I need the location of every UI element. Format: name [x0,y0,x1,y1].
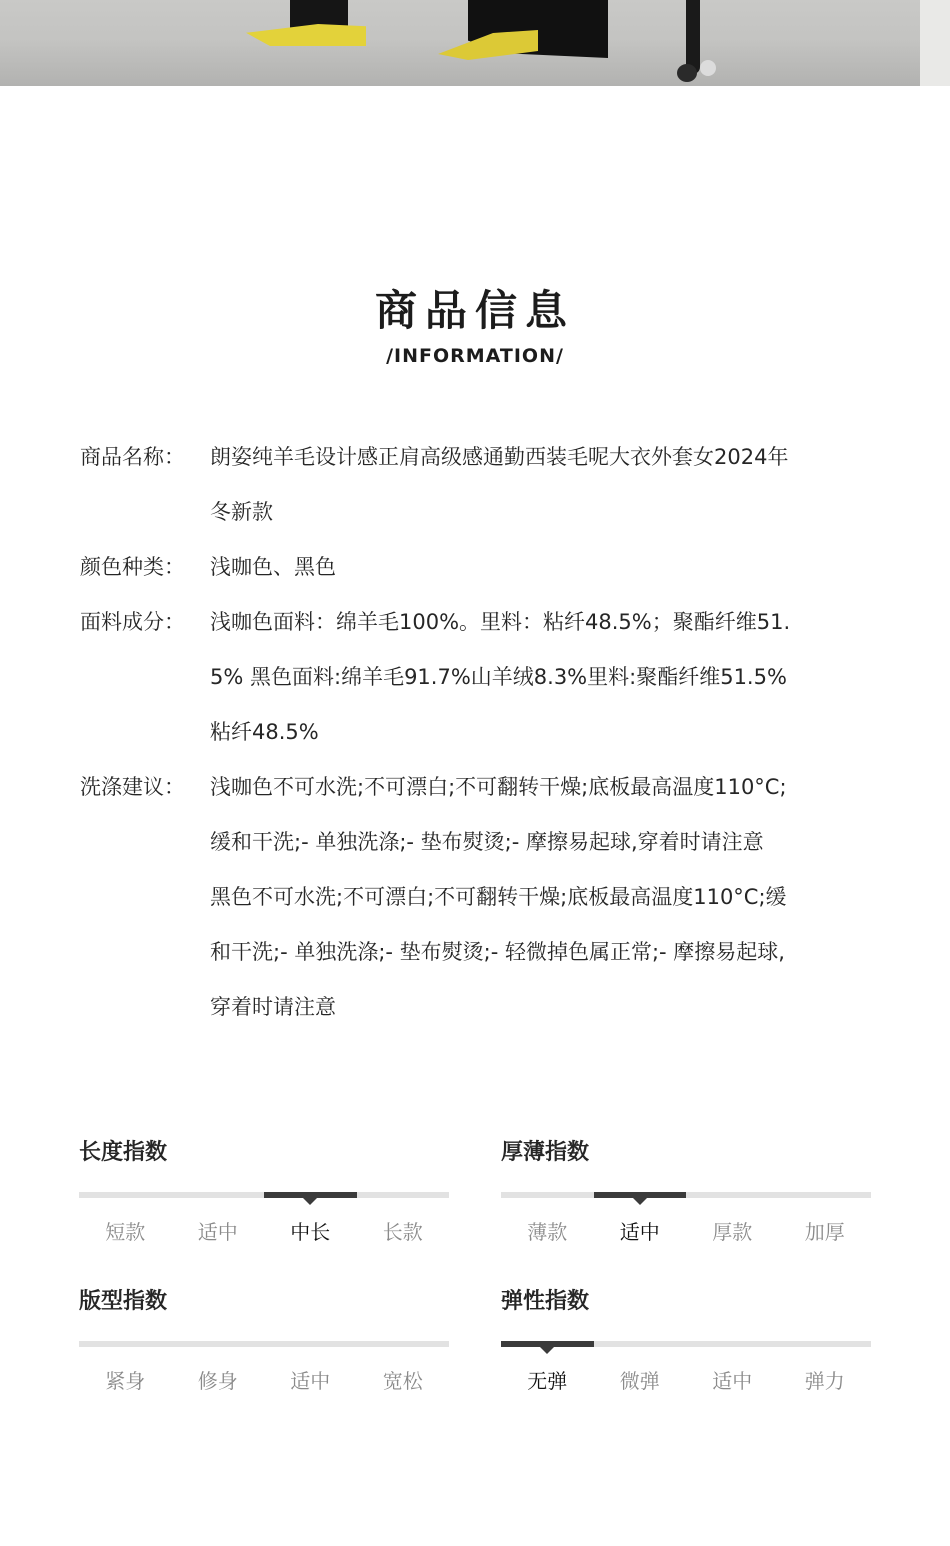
index-option: 中长 [290,1220,331,1244]
info-value-line: 黑色不可水洗;不可漂白;不可翻转干燥;底板最高温度110°C;缓 [210,885,787,909]
index-option: 宽松 [382,1369,423,1393]
index-title: 弹性指数 [501,1289,590,1314]
index-option: 修身 [197,1369,238,1393]
index-option: 加厚 [804,1220,845,1244]
info-value-line: 浅咖色、黑色 [210,555,336,579]
info-value-line: 浅咖色面料：绵羊毛100%。里料：粘纤48.5%；聚酯纤维51. [210,610,791,634]
info-label: 商品名称： [80,445,185,469]
index-selected-segment [594,1192,687,1198]
index-track [501,1192,871,1198]
index-option: 适中 [290,1369,331,1393]
info-value-line: 浅咖色不可水洗;不可漂白;不可翻转干燥;底板最高温度110°C; [210,775,787,799]
info-row-wash [80,760,880,1035]
index-title: 长度指数 [79,1140,168,1165]
index-option: 微弹 [619,1369,660,1393]
info-value-line: 冬新款 [210,500,273,524]
info-value [210,430,880,540]
length-index [79,1138,449,1245]
info-label: 面料成分： [80,610,185,634]
index-option: 适中 [197,1220,238,1244]
info-label: 洗涤建议： [80,775,185,799]
info-label: 颜色种类： [80,555,185,579]
index-option: 适中 [712,1369,753,1393]
index-options [501,1365,871,1394]
section-subtitle: /INFORMATION/ [386,345,564,367]
index-option: 无弹 [527,1369,568,1393]
info-value-line: 缓和干洗;- 单独洗涤;- 垫布熨烫;- 摩擦易起球,穿着时请注意 [210,830,764,854]
elasticity-index [501,1287,871,1394]
info-value [210,540,880,595]
index-option: 厚款 [712,1220,753,1244]
index-selected-segment [501,1341,594,1347]
index-selected-segment [264,1192,357,1198]
info-value-line: 朗姿纯羊毛设计感正肩高级感通勤西装毛呢大衣外套女2024年 [210,445,789,469]
index-options [79,1365,449,1394]
section-title: 商品信息 [374,286,575,335]
product-info-list [80,430,880,1035]
thickness-index [501,1138,871,1245]
info-value-line: 穿着时请注意 [210,995,336,1019]
index-option: 薄款 [527,1220,568,1244]
index-title: 厚薄指数 [501,1140,590,1165]
index-option: 适中 [619,1220,660,1244]
info-row-color [80,540,880,595]
index-options [501,1216,871,1245]
index-option: 长款 [382,1220,423,1244]
info-row-name [80,430,880,540]
product-photo-strip [0,0,950,86]
index-track [79,1341,449,1347]
info-value-line: 和干洗;- 单独洗涤;- 垫布熨烫;- 轻微掉色属正常;- 摩擦易起球, [210,940,785,964]
index-title: 版型指数 [79,1289,168,1314]
index-option: 短款 [105,1220,146,1244]
info-value-line: 5% 黑色面料:绵羊毛91.7%山羊绒8.3%里料:聚酯纤维51.5% [210,665,787,689]
info-value [210,760,880,1035]
photo-edge [920,0,950,86]
index-track [501,1341,871,1347]
info-value [210,595,880,760]
index-option: 紧身 [105,1369,146,1393]
index-track [79,1192,449,1198]
chair-leg [686,0,700,74]
index-option: 弹力 [804,1369,845,1393]
index-options [79,1216,449,1245]
info-row-fabric [80,595,880,760]
fit-index [79,1287,449,1394]
info-value-line: 粘纤48.5% [210,720,319,744]
chair-foot-cap [700,60,716,76]
chair-foot [677,64,697,82]
